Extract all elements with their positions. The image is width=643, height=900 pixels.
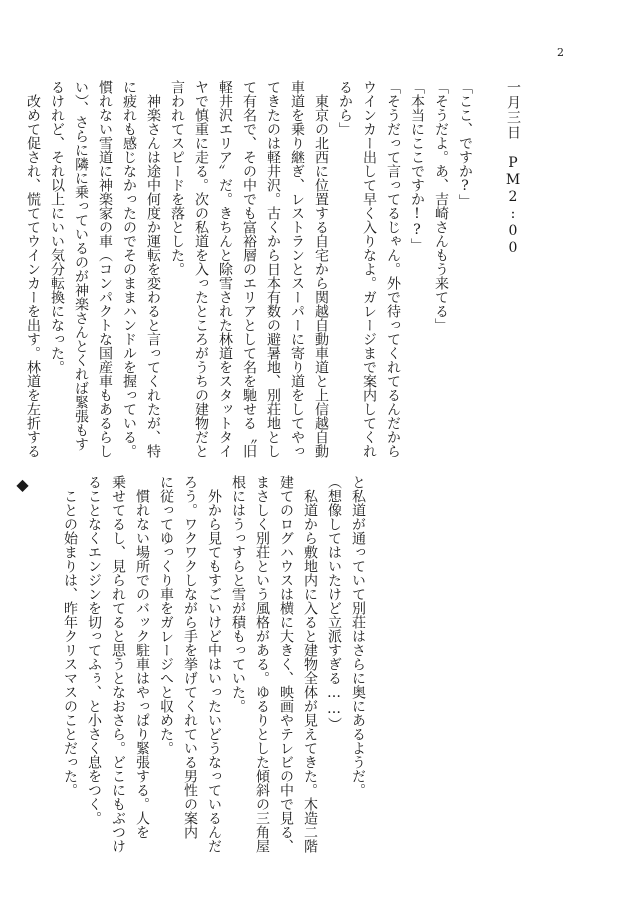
lower-text-block [13, 475, 418, 853]
text-line: 「そうだよ。あ、吉崎さんもう来てる」 [433, 80, 449, 332]
text-line: 「そうだって言ってるじゃん。外で待ってくれてるんだから [385, 80, 401, 458]
text-line: 「本当にここですか!?」 [409, 80, 425, 252]
text-line: 慣れない雪道に神楽家の車（コンパクトな国産車もあるらし [97, 80, 113, 458]
text-line: 神楽さんは途中何度か運転を変わると言ってくれたが、特 [145, 80, 161, 458]
text-line: 東京の北西に位置する自宅から関越自動車道と上信越自動 [313, 80, 329, 458]
page-number: 2 [557, 46, 565, 59]
text-line: ろう。ワクワクしながら手を挙げてくれている男性の案内 [182, 475, 198, 839]
spacer-line [34, 475, 58, 835]
text-line: 言われてスピードを落とした。 [169, 80, 185, 276]
chapter-heading: 一月三日 PM2:00 [505, 80, 521, 257]
spacer-line [477, 80, 501, 465]
text-line: ヤで慎重に走る。次の私道を入ったところがうちの建物だと [193, 80, 209, 458]
text-line: 車道を乗り継ぎ、レストランとスーパーに寄り道をしてやっ [289, 80, 305, 458]
text-line: に従ってゆっくり車をガレージへと収めた。 [158, 475, 174, 755]
text-line: 軽井沢エリア〟だ。きちんと除雪された林道をスタットタイ [217, 80, 233, 458]
text-line: るから」 [337, 80, 353, 136]
text-line: るけれど、それ以上にいい気分転換になった。 [49, 80, 65, 374]
text-line: 根にはうっすらと雪が積もっていた。 [230, 475, 246, 713]
text-line: （想像してはいたけど立派すぎる……） [326, 475, 342, 731]
section-divider-diamond: ◆ [13, 475, 32, 494]
text-line: 建てのログハウスは横に大きく、映画やテレビの中で見る、 [278, 475, 294, 853]
text-line: い）、さらに隣に乗っているのが神楽さんとくれば緊張もす [73, 80, 89, 451]
text-line: 「ここ、ですか?」 [457, 80, 473, 208]
text-line: ることなくエンジンを切ってふぅ、と小さく息をつく。 [86, 475, 102, 825]
text-line: ことの始まりは、昨年クリスマスのことだった。 [62, 475, 78, 797]
text-line: 改めて促され、慌ててウインカーを出す。林道を左折する [25, 80, 41, 458]
text-line: 私道から敷地内に入ると建物全体が見えてきた。木造二階 [302, 475, 318, 853]
text-line: まさしく別荘という風格がある。ゆるりとした傾斜の三角屋 [254, 475, 270, 853]
text-line: ウインカー出して早く入りなよ。ガレージまで案内してくれ [361, 80, 377, 458]
text-line: に疲れも感じなかったのでそのままハンドルを握っている。 [121, 80, 137, 458]
spacer-line [0, 475, 10, 835]
text-line: 慣れない場所でのバック駐車はやっぱり緊張する。人を [134, 475, 150, 839]
text-line: と私道が通っていて別荘はさらに奥にあるようだ。 [350, 475, 366, 797]
text-line: 乗せてるし、見られてると思うとなおさら。どこにもぶつけ [110, 475, 126, 853]
text-line: てきたのは軽井沢。古くから日本有数の避暑地、別荘地とし [265, 80, 281, 458]
upper-text-block [25, 80, 573, 465]
text-line: て有名で、その中でも富裕層のエリアとして名を馳せる〝旧 [241, 80, 257, 458]
text-line: 外から見てもすごいけど中はいったいどうなっているんだ [206, 475, 222, 853]
